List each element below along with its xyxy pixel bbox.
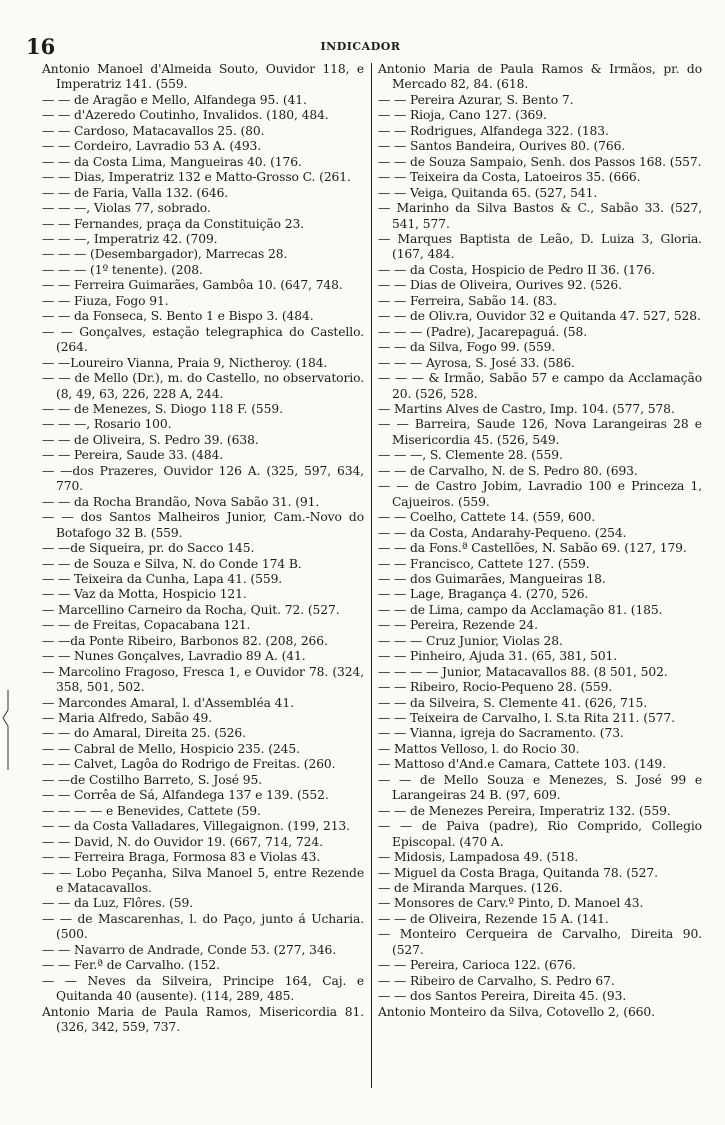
directory-entry: — Mattos Velloso, l. do Rocio 30. [378,741,580,756]
directory-entry: — — Teixeira da Cunha, Lapa 41. (559. [42,571,283,586]
directory-entry: — — da Silva, Fogo 99. (559. [378,340,556,355]
directory-entry: — — — Cruz Junior, Violas 28. [378,633,563,648]
directory-entry: — — da Costa, Andarahy-Pequeno. (254. [378,525,627,540]
column-divider [371,63,372,1088]
directory-entry: — — de Souza Sampaio, Senh. dos Passos 168. (557. [378,154,702,169]
directory-entry: — — Rioja, Cano 127. (369. [378,108,547,123]
directory-entry: — Marcolino Fragoso, Fresca 1, e Ouvidor 78. (324, 358, 501, 502. [42,664,364,695]
directory-entry: — — —, S. Clemente 28. (559. [378,448,563,463]
directory-entry: — Martins Alves de Castro, Imp. 104. (577, 578. [378,401,675,416]
directory-entry: — — de Castro Jobim, Lavradio 100 e Princeza 1, Cajueiros. (559. [378,479,702,509]
directory-entry: Antonio Manoel d'Almeida Souto, Ouvidor 118, e Imperatriz 141. (559. [42,62,364,92]
binding-bracket-mark [0,690,10,770]
directory-entry: Antonio Maria de Paula Ramos & Irmãos, pr. do Mercado 82, 84. (618. [378,62,702,92]
directory-entry: — Miguel da Costa Braga, Quitanda 78. (527. [378,865,658,880]
directory-entry: — — — — Junior, Matacavallos 88. (8 501, 502. [378,664,668,679]
directory-entry: — — de Mello Souza e Menezes, S. José 99 e Larangeiras 24 B. (97, 609. [378,772,702,803]
directory-entry: — — Rodrigues, Alfandega 322. (183. [378,123,609,138]
directory-entry: — — de Freitas, Copacabana 121. [42,618,251,633]
directory-entry: — — Pereira Azurar, S. Bento 7. [378,92,574,107]
directory-entry: — Marcellino Carneiro da Rocha, Quit. 72. (527. [42,602,340,617]
directory-entry: — — Francisco, Cattete 127. (559. [378,556,590,571]
directory-entry: — — Ferreira Guimarães, Gambôa 10. (647, 748. [42,278,343,293]
directory-entry: — — de Mello (Dr.), m. do Castello, no observatorio. (8, 49, 63, 226, 228 A, 244. [42,371,364,401]
directory-entry: — Maria Alfredo, Sabão 49. [42,711,213,726]
directory-entry: — — Fernandes, praça da Constituição 23. [42,216,304,231]
directory-entry: — — Fer.ª de Carvalho. (152. [42,958,220,973]
directory-entry: — Marinho da Silva Bastos & C., Sabão 33. (527, 541, 577. [378,201,702,231]
directory-entry: — Midosis, Lampadosa 49. (518. [378,850,579,865]
directory-entry: — — da Silveira, S. Clemente 41. (626, 715. [378,695,648,710]
directory-entry: — — dos Santos Pereira, Direita 45. (93. [378,989,627,1004]
directory-entry: — — —, Violas 77, sobrado. [42,201,211,216]
directory-entry: — — —, Rosario 100. [42,417,172,432]
directory-entry: — — — (Padre), Jacarepaguá. (58. [378,324,588,339]
directory-entry: — — de Souza e Silva, N. do Conde 174 B. [42,556,302,571]
directory-entry: — — da Fonseca, S. Bento 1 e Bispo 3. (484. [42,309,314,324]
directory-entry: — —Loureiro Vianna, Praia 9, Nictheroy. (184. [42,355,328,370]
directory-entry: — —dos Prazeres, Ouvidor 126 A. (325, 597, 634, 770. [42,463,364,494]
directory-entry: — — Calvet, Lagôa do Rodrigo de Freitas. (260. [42,757,336,772]
directory-entry: — — Coelho, Cattete 14. (559, 600. [378,510,596,525]
directory-entry: — Monsores de Carv.º Pinto, D. Manoel 43. [378,896,644,911]
directory-entry: — — Vianna, igreja do Sacramento. (73. [378,726,624,741]
directory-entry: — — Vaz da Motta, Hospicio 121. [42,587,247,602]
directory-entry: — — —, Imperatriz 42. (709. [42,231,218,246]
directory-entry: — — Dias, Imperatriz 132 e Matto-Grosso C. (261. [42,170,351,185]
directory-entry: — Marcondes Amaral, l. d'Assembléa 41. [42,695,294,710]
directory-entry: — — Pereira, Rezende 24. [378,618,538,633]
directory-entry: — — d'Azeredo Coutinho, Invalidos. (180, 484. [42,108,329,123]
directory-entry: — — de Oliveira, Rezende 15 A. (141. [378,911,609,926]
directory-entry: — — Teixeira de Carvalho, l. S.ta Rita 211. (577. [378,711,675,726]
directory-entry: — — — (Desembargador), Marrecas 28. [42,247,288,262]
directory-entry: — — de Menezes Pereira, Imperatriz 132. (559. [378,803,671,818]
directory-entry: — — de Faria, Valla 132. (646. [42,185,229,200]
directory-entry: — — da Luz, Flôres. (59. [42,896,194,911]
directory-entry: — — da Costa Lima, Mangueiras 40. (176. [42,154,302,169]
directory-entry: — — Pinheiro, Ajuda 31. (65, 381, 501. [378,649,618,664]
directory-entry: — — de Menezes, S. Diogo 118 F. (559. [42,401,283,416]
directory-entry: — —de Costilho Barreto, S. José 95. [42,772,262,787]
directory-entry: — — Barreira, Saude 126, Nova Larangeiras 28 e Misericordia 45. (526, 549. [378,417,702,447]
directory-entry: — — Ribeiro, Rocio-Pequeno 28. (559. [378,680,613,695]
directory-entry: — — Cabral de Mello, Hospicio 235. (245. [42,741,300,756]
directory-entry: — — de Paiva (padre), Rio Comprido, Collegio Episcopal. (470 A. [378,819,702,849]
directory-entry: — — Navarro de Andrade, Conde 53. (277, 346. [42,942,337,957]
directory-entry: — — Lage, Bragança 4. (270, 526. [378,587,589,602]
running-title: INDICADOR [320,40,401,53]
directory-entry: — de Miranda Marques. (126. [378,881,563,896]
directory-entry: — — Veiga, Quitanda 65. (527, 541. [378,185,598,200]
directory-entry: — —de Siqueira, pr. do Sacco 145. [42,541,255,556]
directory-entry: — — Pereira, Saude 33. (484. [42,448,224,463]
directory-entry: — — Cordeiro, Lavradio 53 A. (493. [42,139,262,154]
directory-entry: — Marques Baptista de Leão, D. Luiza 3, Gloria. (167, 484. [378,231,702,262]
directory-entry: — — David, N. do Ouvidor 19. (667, 714, 724. [42,834,323,849]
directory-entry: — Monteiro Cerqueira de Carvalho, Direita 90. (527. [378,927,702,957]
directory-entry: — — Gonçalves, estação telegraphica do Castello. (264. [42,324,364,355]
page-header [26,34,695,60]
directory-entry: — — Santos Bandeira, Ourives 80. (766. [378,139,626,154]
directory-entry: — — do Amaral, Direita 25. (526. [42,726,246,741]
directory-entry: — — Teixeira da Costa, Latoeiros 35. (666. [378,170,641,185]
directory-entry: — — dos Santos Malheiros Junior, Cam.-Novo do Botafogo 32 B. (559. [42,510,364,540]
directory-entry: — Mattoso d'And.e Camara, Cattete 103. (149. [378,757,666,772]
directory-entry: — — Lobo Peçanha, Silva Manoel 5, entre Rezende e Matacavallos. [42,865,364,896]
directory-entry: — — Corrêa de Sá, Alfandega 137 e 139. (552. [42,788,329,803]
directory-entry: — — — — e Benevides, Cattete (59. [42,803,261,818]
directory-entry: — — Neves da Silveira, Principe 164, Caj. e Quitanda 40 (ausente). (114, 289, 485. [42,973,364,1004]
directory-entry: — — da Fons.ª Castellões, N. Sabão 69. (127, 179. [378,541,687,556]
directory-entry: — — da Rocha Brandão, Nova Sabão 31. (91. [42,494,320,509]
directory-entry: Antonio Maria de Paula Ramos, Misericordia 81. (326, 342, 559, 737. [42,1004,364,1035]
page-number: 16 [26,34,56,59]
directory-entry: Antonio Monteiro da Silva, Cotovello 2, (660. [378,1004,655,1019]
directory-entry: — — Ferreira, Sabão 14. (83. [378,293,557,308]
directory-entry: — —da Ponte Ribeiro, Barbonos 82. (208, 266. [42,633,328,648]
directory-entry: — — de Carvalho, N. de S. Pedro 80. (693. [378,463,638,478]
directory-entry: — — da Costa, Hospicio de Pedro II 36. (176. [378,262,656,277]
directory-entry: — — — Ayrosa, S. José 33. (586. [378,355,575,370]
left-column [42,62,364,1036]
directory-entry: — — Dias de Oliveira, Ourives 92. (526. [378,278,622,293]
directory-entry: — — Ribeiro de Carvalho, S. Pedro 67. [378,973,615,988]
directory-entry: — — Pereira, Carioca 122. (676. [378,958,576,973]
directory-entry: — — Fiuza, Fogo 91. [42,293,169,308]
directory-entry: — — dos Guimarães, Mangueiras 18. [378,571,606,586]
directory-entry: — — de Lima, campo da Acclamação 81. (185. [378,602,663,617]
directory-entry: — — da Costa Valladares, Villegaignon. (199, 213. [42,819,350,834]
directory-entry: — — de Mascarenhas, l. do Paço, junto á Ucharia. (500. [42,911,364,942]
directory-entry: — — de Oliveira, S. Pedro 39. (638. [42,432,259,447]
directory-entry: — — Ferreira Braga, Formosa 83 e Violas 43. [42,850,321,865]
directory-entry: — — — & Irmão, Sabão 57 e campo da Acclamação 20. (526, 528. [378,371,702,401]
directory-entry: — — de Oliv.ra, Ouvidor 32 e Quitanda 47. 527, 528. [378,309,701,324]
right-column [378,62,702,1020]
directory-entry: — — Cardoso, Matacavallos 25. (80. [42,123,265,138]
directory-entry: — — de Aragão e Mello, Alfandega 95. (41. [42,92,307,107]
directory-entry: — — Nunes Gonçalves, Lavradio 89 A. (41. [42,649,306,664]
directory-entry: — — — (1º tenente). (208. [42,262,203,277]
